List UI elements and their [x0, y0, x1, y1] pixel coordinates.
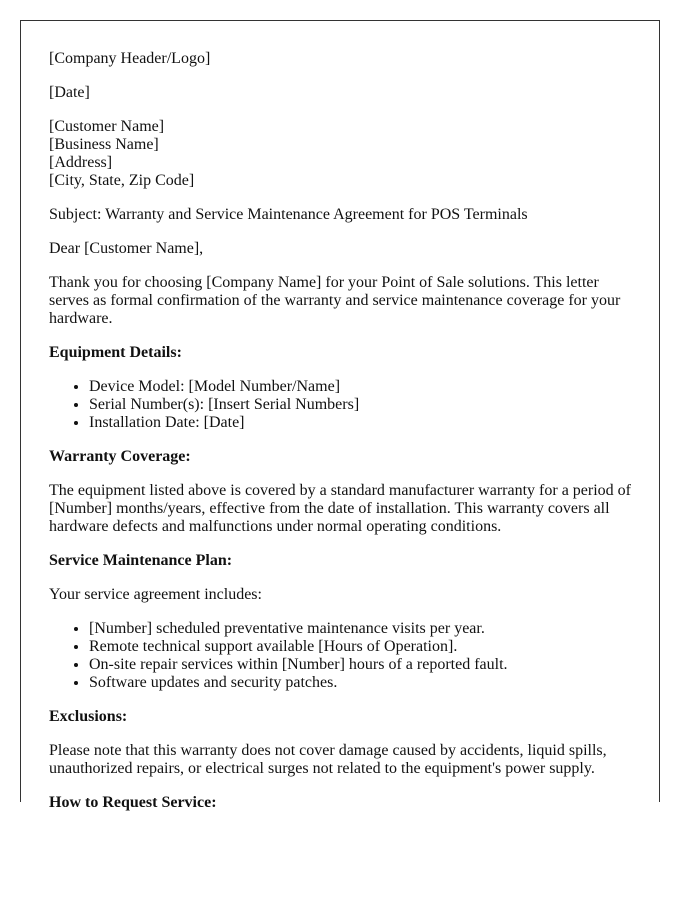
list-item: • [Number] scheduled preventative maintenance visits per year.: [89, 620, 631, 638]
letter-document: [20, 20, 660, 811]
recipient-city-state-zip: [City, State, Zip Code]: [49, 172, 195, 189]
letter-body: [21, 21, 659, 812]
service-plan-list: [49, 620, 631, 692]
recipient-customer-name: [Customer Name]: [49, 118, 165, 135]
request-service-heading: How to Request Service:: [49, 794, 217, 811]
service-plan-intro: Your service agreement includes:: [49, 586, 262, 603]
recipient-address: [Address]: [49, 154, 113, 171]
recipient-address-block: [49, 118, 631, 190]
list-item: • Device Model: [Model Number/Name]: [89, 378, 631, 396]
recipient-business-name: [Business Name]: [49, 136, 159, 153]
intro-paragraph: Thank you for choosing [Company Name] for your Point of Sale solutions. This letter serves as formal confirmation of the warranty and service maintenance coverage for your hardware.: [49, 274, 621, 327]
list-item: • Installation Date: [Date]: [89, 414, 631, 432]
exclusions-heading: Exclusions:: [49, 708, 128, 725]
letter-date: [Date]: [49, 84, 90, 101]
warranty-coverage-heading: Warranty Coverage:: [49, 448, 191, 465]
equipment-details-list: [49, 378, 631, 432]
list-item: • Remote technical support available [Hours of Operation].: [89, 638, 631, 656]
exclusions-paragraph: Please note that this warranty does not cover damage caused by accidents, liquid spills, unauthorized repairs, or electrical surges not related to the equipment's power supply.: [49, 742, 607, 777]
warranty-coverage-paragraph: The equipment listed above is covered by a standard manufacturer warranty for a period of [Number] months/years, effective from the date of installation. This warranty covers all hardware defects and malfunctions under normal operating conditions.: [49, 482, 631, 535]
list-item: • Serial Number(s): [Insert Serial Numbers]: [89, 396, 631, 414]
equipment-details-heading: Equipment Details:: [49, 344, 182, 361]
list-item: • On-site repair services within [Number] hours of a reported fault.: [89, 656, 631, 674]
subject-line: Subject: Warranty and Service Maintenance Agreement for POS Terminals: [49, 206, 528, 223]
list-item: • Software updates and security patches.: [89, 674, 631, 692]
company-header: [Company Header/Logo]: [49, 50, 211, 67]
salutation: Dear [Customer Name],: [49, 240, 204, 257]
service-plan-heading: Service Maintenance Plan:: [49, 552, 233, 569]
